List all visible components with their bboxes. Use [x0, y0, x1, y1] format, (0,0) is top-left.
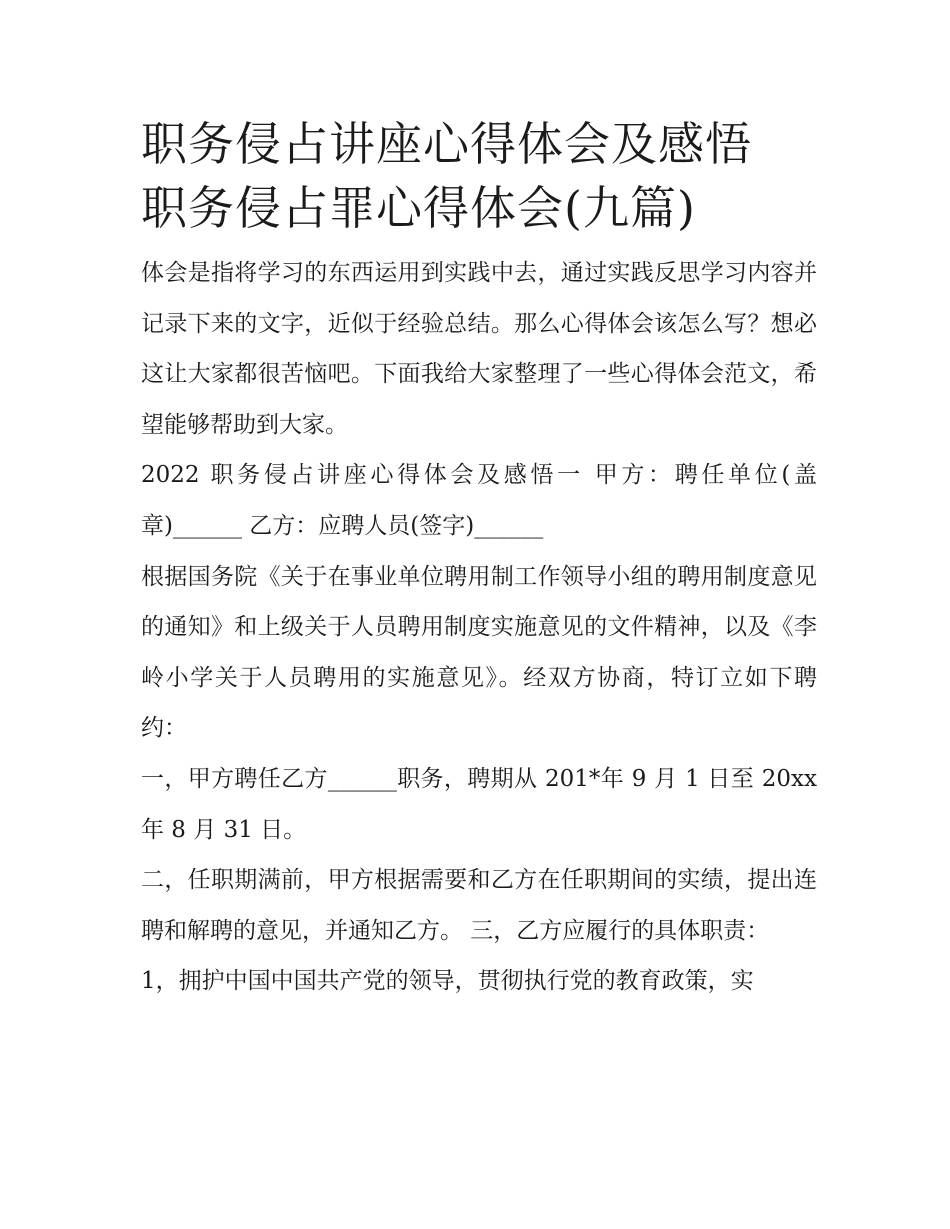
- duty-one-paragraph: 1，拥护中国中国共产党的领导，贯彻执行党的教育政策，实: [141, 968, 754, 995]
- title-line-1: 职务侵占讲座心得体会及感悟: [141, 117, 752, 171]
- clause-two-paragraph: 二，任职期满前，甲方根据需要和乙方在任职期间的实绩，提出连聘和解聘的意见，并通知乙方。 三，乙方应履行的具体职责：: [141, 867, 817, 944]
- title-line-2: 职务侵占罪心得体会(九篇): [141, 181, 696, 235]
- intro-paragraph: 体会是指将学习的东西运用到实践中去，通过实践反思学习内容并记录下来的文字，近似于经验总结。那么心得体会该怎么写？想必这让大家都很苦恼吧。下面我给大家整理了一些心得体会范文，希望能够帮助到大家。: [141, 260, 817, 438]
- basis-paragraph: 根据国务院《关于在事业单位聘用制工作领导小组的聘用制度意见的通知》和上级关于人员聘用制度实施意见的文件精神，以及《李岭小学关于人员聘用的实施意见》。经双方协商，特订立如下聘约：: [141, 563, 817, 742]
- document-page: [141, 112, 817, 1007]
- document-title: [141, 112, 817, 240]
- contract-parties-paragraph: 2022 职务侵占讲座心得体会及感悟一 甲方：聘任单位(盖章)______ 乙方：应聘人员(签字)______: [141, 462, 817, 539]
- clause-one-paragraph: 一，甲方聘任乙方______职务，聘期从 201*年 9 月 1 日至 20xx 年 8 月 31 日。: [141, 765, 817, 843]
